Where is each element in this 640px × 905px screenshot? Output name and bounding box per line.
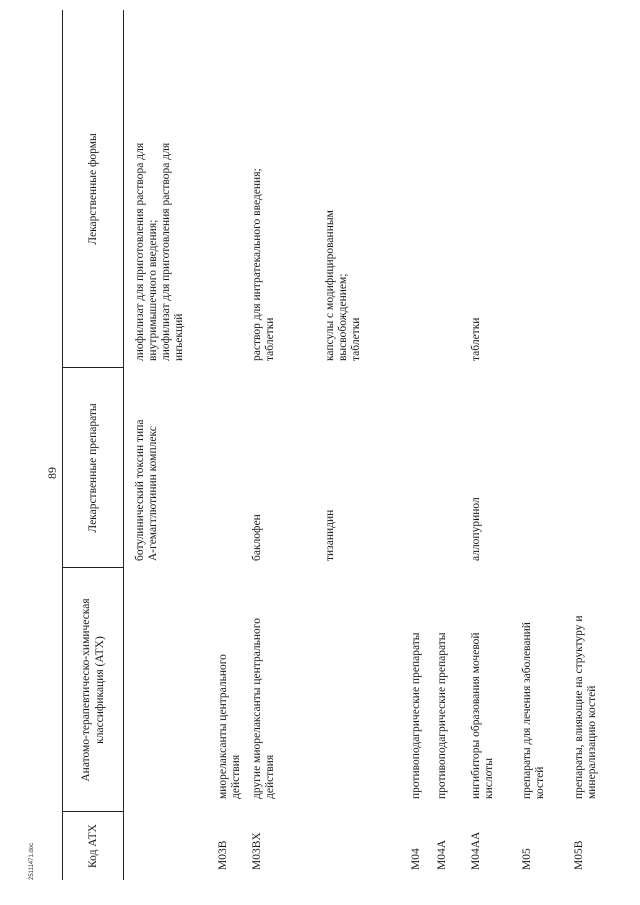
classification-text: действия — [230, 754, 242, 799]
dosage-form: лиофилизат для приготовления раствора для — [134, 142, 146, 361]
dosage-form: высвобождением; — [337, 273, 349, 361]
atc-code: M04A — [436, 839, 448, 870]
classification-text: другие миорелаксанты центрального — [251, 618, 263, 799]
header-drugs — [62, 368, 123, 568]
classification-text: препараты, влияющие на структуру и — [573, 615, 585, 799]
classification-text: ингибиторы образования мочевой — [470, 632, 482, 799]
atc-code: M04 — [410, 848, 422, 870]
classification-text: противоподагрические препараты — [436, 632, 448, 799]
dosage-form: раствор для интратекального введения; — [251, 168, 263, 361]
atc-code: M03B — [217, 840, 229, 870]
classification-text: минерализацию костей — [586, 685, 598, 799]
header-forms-text: Лекарственные формы — [86, 133, 99, 245]
drug-name: А-гемагглютинин комплекс — [147, 426, 159, 561]
classification-text: миорелаксанты центрального — [217, 654, 229, 799]
atc-code: M05B — [573, 840, 585, 870]
classification-text: препараты для лечения заболеваний — [521, 622, 533, 799]
classification-text: противоподагрические препараты — [410, 632, 422, 799]
drug-name: тизанидин — [324, 509, 336, 561]
header-code — [62, 812, 123, 880]
classification-text: костей — [534, 766, 546, 799]
classification-text: кислоты — [483, 758, 495, 799]
dosage-form: капсулы с модифицированным — [324, 210, 336, 361]
header-classification-text — [79, 598, 107, 781]
dosage-form: внутримышечного введения; — [147, 219, 159, 361]
dosage-form: лиофилизат для приготовления раствора для — [160, 142, 172, 361]
header-forms — [62, 10, 123, 368]
atc-code: M05 — [521, 848, 533, 870]
header-code-text: Код АТХ — [86, 824, 99, 868]
page-number: 89 — [45, 467, 59, 479]
document-table — [62, 10, 622, 880]
header-bottom-rule — [123, 10, 124, 880]
header-drugs-text: Лекарственные препараты — [86, 403, 99, 533]
drug-name: ботулинический токсин типа — [134, 419, 146, 561]
dosage-form: таблетки — [470, 317, 482, 361]
classification-text: действия — [264, 754, 276, 799]
drug-name: аллопуринол — [470, 497, 482, 561]
dosage-form: таблетки — [264, 317, 276, 361]
header-classification — [62, 568, 123, 812]
dosage-form: таблетки — [350, 317, 362, 361]
atc-code: M03BX — [251, 832, 263, 870]
footer-filename: 25111471.doc — [29, 842, 35, 880]
header-classification-line: Анатомо-терапевтическо-химическая — [79, 598, 92, 782]
dosage-form: инъекций — [173, 313, 185, 361]
drug-name: баклофен — [251, 514, 263, 561]
header-classification-line: классификация (АТХ) — [93, 636, 106, 744]
atc-code: M04AA — [470, 831, 482, 870]
